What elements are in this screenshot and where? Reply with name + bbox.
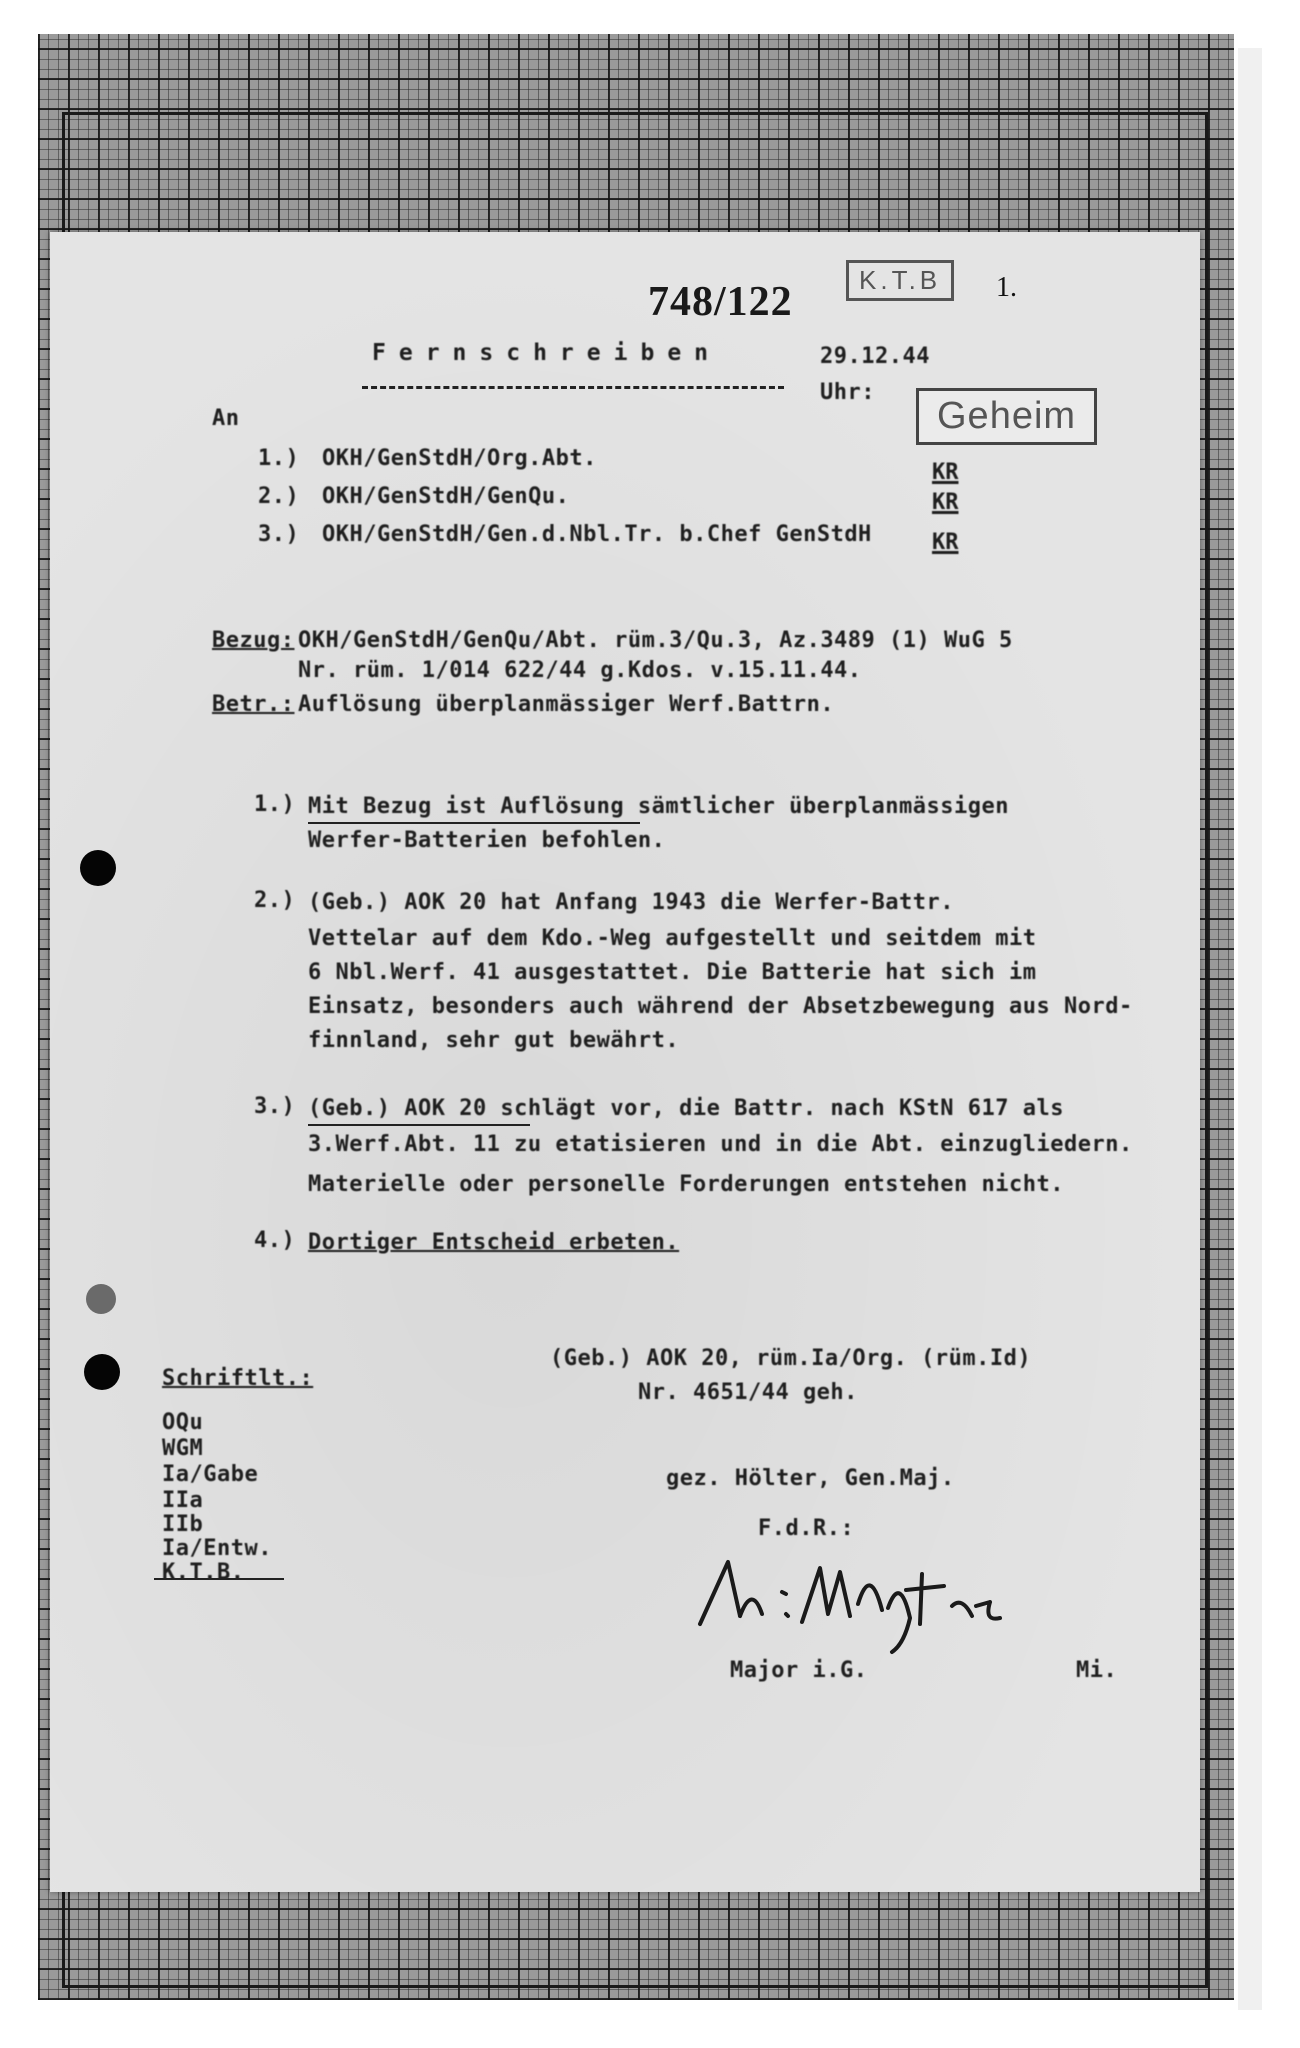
distribution-label: Schriftlt.: bbox=[162, 1366, 314, 1391]
punch-hole bbox=[80, 850, 116, 886]
paragraph-line: Materielle oder personelle Forderungen entstehen nicht. bbox=[308, 1172, 1064, 1197]
time-label: Uhr: bbox=[820, 380, 875, 405]
paragraph-line: (Geb.) AOK 20 schlägt vor, die Battr. nach KStN 617 als bbox=[308, 1096, 1064, 1121]
distribution-item: IIa bbox=[162, 1488, 204, 1513]
betreff-label: Betr.: bbox=[212, 692, 295, 717]
betreff-text: Auflösung überplanmässiger Werf.Battrn. bbox=[298, 692, 835, 717]
paragraph-num: 3.) bbox=[254, 1094, 296, 1119]
paragraph-num: 1.) bbox=[254, 792, 296, 817]
typist-initials: Mi. bbox=[1076, 1658, 1118, 1683]
paragraph-line: finnland, sehr gut bewährt. bbox=[308, 1028, 680, 1053]
handwritten-signature bbox=[690, 1544, 1070, 1664]
addressee-num: 2.) bbox=[258, 484, 300, 509]
title-underline bbox=[362, 386, 784, 389]
sender-line-2: Nr. 4651/44 geh. bbox=[638, 1380, 858, 1405]
addressee-text: OKH/GenStdH/Org.Abt. bbox=[322, 446, 597, 471]
sender-line-1: (Geb.) AOK 20, rüm.Ia/Org. (rüm.Id) bbox=[550, 1346, 1032, 1371]
fdr-label: F.d.R.: bbox=[758, 1516, 855, 1541]
kr-mark: KR bbox=[932, 490, 959, 515]
distribution-item: Ia/Entw. bbox=[162, 1536, 272, 1561]
rank: Major i.G. bbox=[730, 1658, 868, 1683]
edge-strip bbox=[1238, 48, 1262, 2010]
distribution-item: IIb bbox=[162, 1512, 204, 1537]
signed-by: gez. Hölter, Gen.Maj. bbox=[666, 1466, 955, 1491]
bezug-line-2: Nr. rüm. 1/014 622/44 g.Kdos. v.15.11.44. bbox=[298, 658, 862, 683]
paragraph-line: (Geb.) AOK 20 hat Anfang 1943 die Werfer-Battr. bbox=[308, 890, 955, 915]
kr-mark: KR bbox=[932, 460, 959, 485]
punch-hole bbox=[86, 1284, 116, 1314]
paragraph-line: Dortiger Entscheid erbeten. bbox=[308, 1230, 680, 1255]
kr-mark: KR bbox=[932, 530, 959, 555]
archive-ref-number: 748/122 bbox=[648, 279, 793, 325]
emphasis-underline bbox=[308, 822, 640, 824]
distribution-rule bbox=[154, 1578, 284, 1580]
paragraph-num: 4.) bbox=[254, 1228, 296, 1253]
paragraph-line: 6 Nbl.Werf. 41 ausgestattet. Die Batterie hat sich im bbox=[308, 960, 1037, 985]
paragraph-line: Mit Bezug ist Auflösung sämtlicher überplanmässigen bbox=[308, 794, 1010, 819]
addressee-text: OKH/GenStdH/GenQu. bbox=[322, 484, 570, 509]
paragraph-line: 3.Werf.Abt. 11 zu etatisieren und in die Abt. einzugliedern. bbox=[308, 1132, 1133, 1157]
bezug-line-1: OKH/GenStdH/GenQu/Abt. rüm.3/Qu.3, Az.3489 (1) WuG 5 bbox=[298, 628, 1013, 653]
distribution-item: OQu bbox=[162, 1410, 204, 1435]
document-title: Fernschreiben bbox=[372, 340, 722, 366]
paragraph-line: Werfer-Batterien befohlen. bbox=[308, 828, 666, 853]
distribution-item: K.T.B. bbox=[162, 1560, 245, 1585]
addressee-label: An bbox=[212, 406, 240, 431]
addressee-num: 3.) bbox=[258, 522, 300, 547]
ktb-stamp: K.T.B bbox=[846, 260, 954, 301]
emphasis-underline bbox=[308, 1124, 530, 1126]
punch-hole bbox=[84, 1354, 120, 1390]
geheim-stamp: Geheim bbox=[916, 388, 1097, 445]
document-date: 29.12.44 bbox=[820, 344, 930, 369]
paragraph-line: Einsatz, besonders auch während der Absetzbewegung aus Nord- bbox=[308, 994, 1133, 1019]
distribution-item: WGM bbox=[162, 1436, 204, 1461]
paragraph-num: 2.) bbox=[254, 888, 296, 913]
addressee-num: 1.) bbox=[258, 446, 300, 471]
page-number: 1. bbox=[996, 272, 1017, 303]
distribution-item: Ia/Gabe bbox=[162, 1462, 259, 1487]
paragraph-line: Vettelar auf dem Kdo.-Weg aufgestellt und seitdem mit bbox=[308, 926, 1037, 951]
addressee-text: OKH/GenStdH/Gen.d.Nbl.Tr. b.Chef GenStdH bbox=[322, 522, 872, 547]
teleprinter-sheet bbox=[50, 232, 1200, 1892]
bezug-label: Bezug: bbox=[212, 628, 295, 653]
